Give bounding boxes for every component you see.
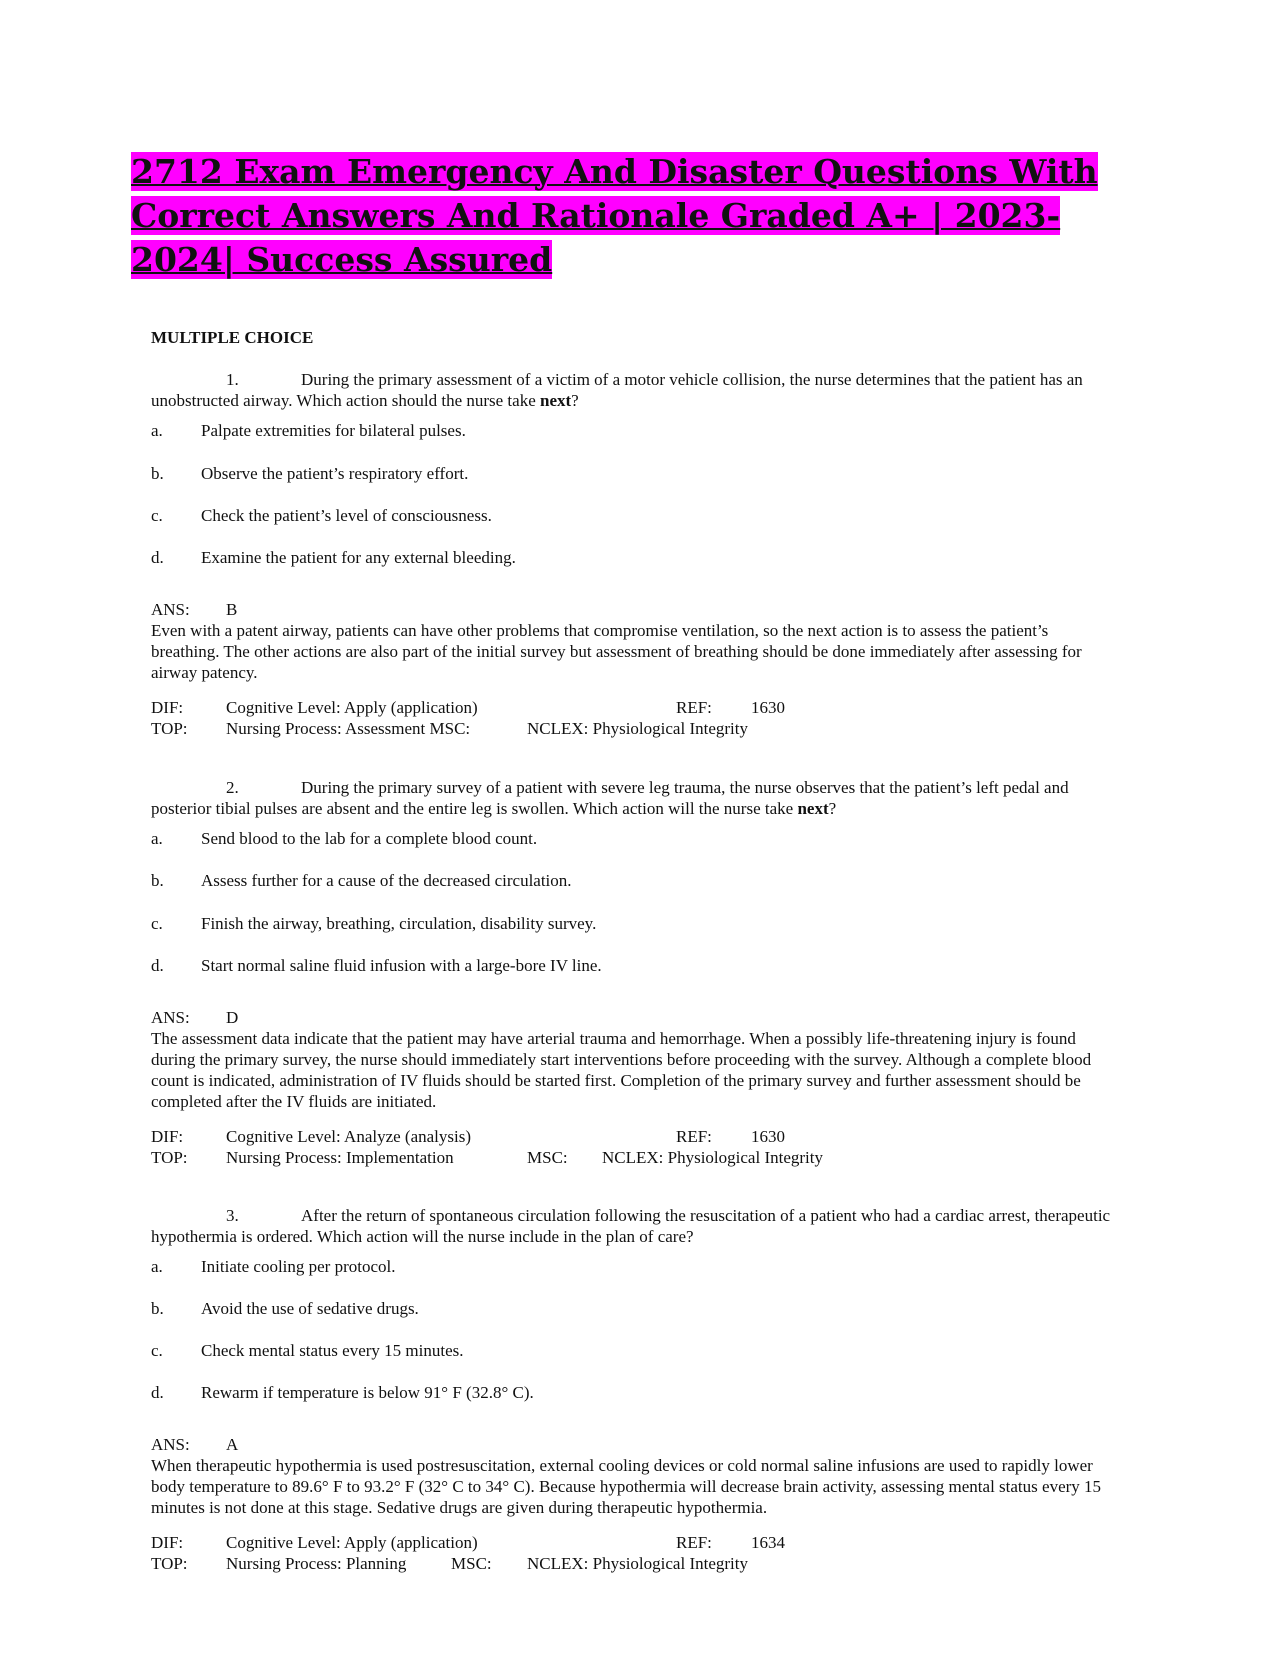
option-letter: d. bbox=[151, 548, 164, 567]
top-line bbox=[151, 1147, 1111, 1168]
ref-label: REF: bbox=[676, 698, 712, 717]
option-b bbox=[151, 870, 1111, 891]
answer-value: B bbox=[226, 600, 238, 619]
msc-value: NCLEX: Physiological Integrity bbox=[527, 719, 748, 738]
option-a bbox=[151, 828, 1111, 849]
option-d bbox=[151, 547, 1111, 568]
top-label: TOP: bbox=[151, 719, 188, 738]
question-number: 3. bbox=[226, 1206, 239, 1225]
rationale: When therapeutic hypothermia is used postresuscitation, external cooling devices or cold normal saline infusions are used to rapidly lower body temperature to 89.6° F to 93.2° F (32° C to 34° C). Because hypothermia will decrease brain activity, assessing mental status every 15 minutes is not done at this stage. Sedative drugs are given during therapeutic hypothermia. bbox=[151, 1456, 1102, 1517]
top-line bbox=[151, 1553, 1111, 1574]
option-letter: a. bbox=[151, 421, 163, 440]
stem-text: During the primary survey of a patient with severe leg trauma, the nurse observes that the patient’s left pedal and posterior tibial pulses are absent and the entire leg is swollen. Which action will the nurse take bbox=[151, 778, 1069, 818]
rationale: Even with a patent airway, patients can have other problems that compromise ventilation, so the next action is to assess the patient’s breathing. The other actions are also part of the initial survey but assessment of breathing should be done immediately after assessing for airway patency. bbox=[151, 621, 1082, 682]
rationale: The assessment data indicate that the patient may have arterial trauma and hemorrhage. When a possibly life-threatening injury is found during the primary survey, the nurse should immediately start interventions before proceeding with the survey. Although a complete blood count is indicated, administration of IV fluids should be started first. Completion of the primary survey and further assessment should be completed after the IV fluids are initiated. bbox=[151, 1029, 1092, 1111]
ref-label: REF: bbox=[676, 1127, 712, 1146]
dif-value: Cognitive Level: Apply (application) bbox=[226, 1533, 478, 1552]
question-stem bbox=[151, 1205, 1111, 1247]
top-value: Nursing Process: Assessment MSC: bbox=[226, 719, 471, 738]
option-letter: b. bbox=[151, 464, 164, 483]
option-text: Check the patient’s level of consciousness. bbox=[201, 506, 492, 525]
option-letter: c. bbox=[151, 1341, 163, 1360]
document-title-text: 2712 Exam Emergency And Disaster Questions With Correct Answers And Rationale Graded A+ | 2023-2024| Success Assured bbox=[131, 152, 1098, 279]
dif-value: Cognitive Level: Analyze (analysis) bbox=[226, 1127, 472, 1146]
dif-label: DIF: bbox=[151, 698, 184, 717]
option-text: Palpate extremities for bilateral pulses. bbox=[201, 421, 466, 440]
section-heading: MULTIPLE CHOICE bbox=[151, 328, 314, 347]
option-letter: b. bbox=[151, 1299, 164, 1318]
option-d bbox=[151, 1382, 1111, 1403]
top-label: TOP: bbox=[151, 1554, 188, 1573]
option-c bbox=[151, 1340, 1111, 1361]
option-text: Initiate cooling per protocol. bbox=[201, 1257, 396, 1276]
question-stem bbox=[151, 369, 1111, 411]
option-letter: d. bbox=[151, 1383, 164, 1402]
option-letter: c. bbox=[151, 506, 163, 525]
question-stem bbox=[151, 777, 1111, 819]
option-c bbox=[151, 913, 1111, 934]
answer-line bbox=[151, 599, 1111, 620]
option-text: Start normal saline fluid infusion with a large-bore IV line. bbox=[201, 956, 602, 975]
answer-label: ANS: bbox=[151, 600, 190, 619]
stem-emphasis: next bbox=[540, 391, 572, 410]
msc-label: MSC: bbox=[451, 1554, 492, 1573]
option-text: Examine the patient for any external bleeding. bbox=[201, 548, 516, 567]
option-letter: a. bbox=[151, 1257, 163, 1276]
stem-end: ? bbox=[828, 799, 837, 818]
stem-text: After the return of spontaneous circulation following the resuscitation of a patient who had a cardiac arrest, therapeutic hypothermia is ordered. Which action will the nurse include in the plan of care? bbox=[151, 1206, 1111, 1246]
question-3 bbox=[151, 1205, 1111, 1574]
stem-end: ? bbox=[571, 391, 579, 410]
top-value: Nursing Process: Implementation bbox=[226, 1148, 454, 1167]
answer-line bbox=[151, 1434, 1111, 1455]
dif-value: Cognitive Level: Apply (application) bbox=[226, 698, 478, 717]
msc-value: NCLEX: Physiological Integrity bbox=[527, 1554, 748, 1573]
option-text: Observe the patient’s respiratory effort. bbox=[201, 464, 469, 483]
option-b bbox=[151, 1298, 1111, 1319]
dif-label: DIF: bbox=[151, 1127, 184, 1146]
dif-line bbox=[151, 1532, 1111, 1553]
answer-value: D bbox=[226, 1008, 239, 1027]
option-letter: a. bbox=[151, 829, 163, 848]
top-label: TOP: bbox=[151, 1148, 188, 1167]
msc-label: MSC: bbox=[527, 1148, 568, 1167]
answer-label: ANS: bbox=[151, 1435, 190, 1454]
question-number: 1. bbox=[226, 370, 239, 389]
ref-value: 1630 bbox=[751, 698, 785, 717]
option-letter: c. bbox=[151, 914, 163, 933]
option-a bbox=[151, 420, 1111, 441]
answer-line bbox=[151, 1007, 1111, 1028]
option-text: Send blood to the lab for a complete blood count. bbox=[201, 829, 538, 848]
option-text: Finish the airway, breathing, circulation, disability survey. bbox=[201, 914, 597, 933]
document-title bbox=[131, 150, 1131, 282]
option-text: Avoid the use of sedative drugs. bbox=[201, 1299, 419, 1318]
question-number: 2. bbox=[226, 778, 239, 797]
stem-emphasis: next bbox=[797, 799, 829, 818]
ref-label: REF: bbox=[676, 1533, 712, 1552]
dif-label: DIF: bbox=[151, 1533, 184, 1552]
option-b bbox=[151, 463, 1111, 484]
option-a bbox=[151, 1256, 1111, 1277]
stem-text: During the primary assessment of a victim of a motor vehicle collision, the nurse determines that the patient has an unobstructed airway. Which action should the nurse take bbox=[151, 370, 1083, 410]
question-1 bbox=[151, 369, 1111, 739]
top-line bbox=[151, 718, 1111, 739]
question-2 bbox=[151, 777, 1111, 1168]
msc-value: NCLEX: Physiological Integrity bbox=[602, 1148, 823, 1167]
ref-value: 1634 bbox=[751, 1533, 785, 1552]
option-d bbox=[151, 955, 1111, 976]
answer-value: A bbox=[226, 1435, 239, 1454]
option-text: Rewarm if temperature is below 91° F (32.8° C). bbox=[201, 1383, 534, 1402]
option-letter: d. bbox=[151, 956, 164, 975]
ref-value: 1630 bbox=[751, 1127, 785, 1146]
option-text: Assess further for a cause of the decreased circulation. bbox=[201, 871, 572, 890]
dif-line bbox=[151, 697, 1111, 718]
option-text: Check mental status every 15 minutes. bbox=[201, 1341, 464, 1360]
option-c bbox=[151, 505, 1111, 526]
dif-line bbox=[151, 1126, 1111, 1147]
option-letter: b. bbox=[151, 871, 164, 890]
answer-label: ANS: bbox=[151, 1008, 190, 1027]
top-value: Nursing Process: Planning bbox=[226, 1554, 407, 1573]
